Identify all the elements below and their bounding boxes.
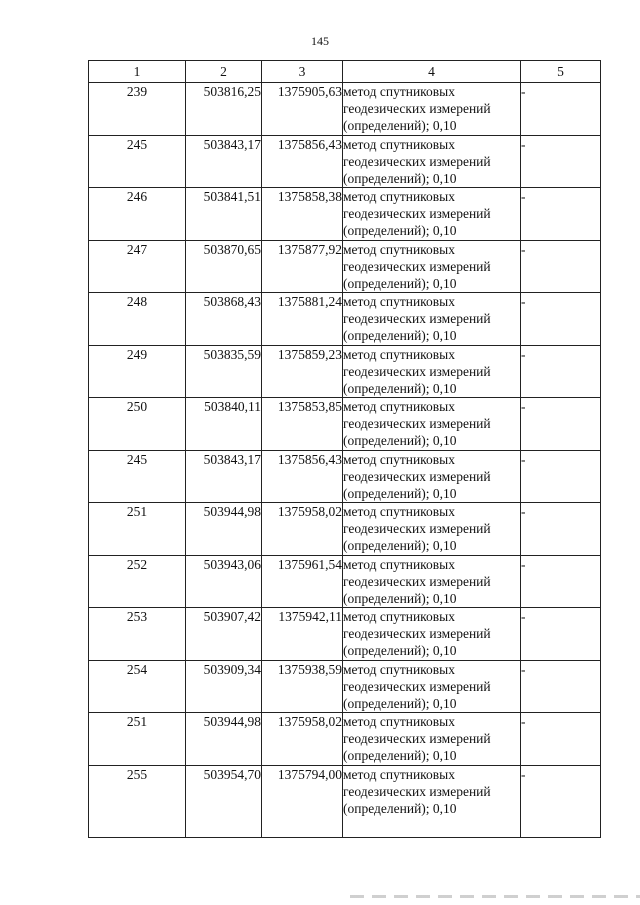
method-accuracy-cell: метод спутниковых геодезических измерений (определений); 0,10 (343, 660, 521, 713)
y-coordinate-cell: 1375881,24 (262, 293, 343, 346)
note-cell: - (521, 293, 601, 346)
y-coordinate-cell: 1375938,59 (262, 660, 343, 713)
point-number-cell: 255 (89, 765, 186, 837)
point-number-cell: 248 (89, 293, 186, 346)
x-coordinate-cell: 503816,25 (186, 83, 262, 136)
note-cell: - (521, 555, 601, 608)
page-number: 145 (311, 34, 329, 48)
x-coordinate-cell: 503843,17 (186, 135, 262, 188)
method-accuracy-cell: метод спутниковых геодезических измерений (определений); 0,10 (343, 503, 521, 556)
x-coordinate-cell: 503840,11 (186, 398, 262, 451)
method-accuracy-cell: метод спутниковых геодезических измерений (определений); 0,10 (343, 765, 521, 837)
scan-artifact (350, 895, 640, 898)
y-coordinate-cell: 1375856,43 (262, 450, 343, 503)
method-accuracy-cell: метод спутниковых геодезических измерений (определений); 0,10 (343, 555, 521, 608)
column-header-3: 3 (262, 61, 343, 83)
method-accuracy-cell: метод спутниковых геодезических измерений (определений); 0,10 (343, 345, 521, 398)
method-accuracy-cell: метод спутниковых геодезических измерений (определений); 0,10 (343, 450, 521, 503)
note-cell: - (521, 345, 601, 398)
coordinates-table (88, 60, 601, 838)
method-accuracy-cell: метод спутниковых геодезических измерений (определений); 0,10 (343, 293, 521, 346)
note-cell: - (521, 398, 601, 451)
table-row (89, 188, 601, 241)
point-number-cell: 239 (89, 83, 186, 136)
point-number-cell: 251 (89, 503, 186, 556)
y-coordinate-cell: 1375958,02 (262, 503, 343, 556)
method-accuracy-cell: метод спутниковых геодезических измерений (определений); 0,10 (343, 608, 521, 661)
column-header-5: 5 (521, 61, 601, 83)
method-accuracy-cell: метод спутниковых геодезических измерений (определений); 0,10 (343, 83, 521, 136)
x-coordinate-cell: 503843,17 (186, 450, 262, 503)
table-row (89, 345, 601, 398)
point-number-cell: 251 (89, 713, 186, 766)
point-number-cell: 249 (89, 345, 186, 398)
y-coordinate-cell: 1375859,23 (262, 345, 343, 398)
note-cell: - (521, 765, 601, 837)
point-number-cell: 254 (89, 660, 186, 713)
note-cell: - (521, 608, 601, 661)
table-row (89, 765, 601, 837)
table-row (89, 555, 601, 608)
table-row (89, 135, 601, 188)
x-coordinate-cell: 503944,98 (186, 503, 262, 556)
table-header-row (89, 61, 601, 83)
point-number-cell: 245 (89, 450, 186, 503)
x-coordinate-cell: 503943,06 (186, 555, 262, 608)
y-coordinate-cell: 1375942,11 (262, 608, 343, 661)
point-number-cell: 253 (89, 608, 186, 661)
note-cell: - (521, 450, 601, 503)
x-coordinate-cell: 503870,65 (186, 240, 262, 293)
note-cell: - (521, 713, 601, 766)
point-number-cell: 250 (89, 398, 186, 451)
table-row (89, 503, 601, 556)
x-coordinate-cell: 503944,98 (186, 713, 262, 766)
table-row (89, 398, 601, 451)
table-row (89, 713, 601, 766)
note-cell: - (521, 188, 601, 241)
y-coordinate-cell: 1375905,63 (262, 83, 343, 136)
y-coordinate-cell: 1375961,54 (262, 555, 343, 608)
point-number-cell: 246 (89, 188, 186, 241)
x-coordinate-cell: 503868,43 (186, 293, 262, 346)
note-cell: - (521, 660, 601, 713)
method-accuracy-cell: метод спутниковых геодезических измерений (определений); 0,10 (343, 713, 521, 766)
note-cell: - (521, 83, 601, 136)
point-number-cell: 252 (89, 555, 186, 608)
x-coordinate-cell: 503907,42 (186, 608, 262, 661)
y-coordinate-cell: 1375856,43 (262, 135, 343, 188)
x-coordinate-cell: 503954,70 (186, 765, 262, 837)
table-row (89, 608, 601, 661)
y-coordinate-cell: 1375794,00 (262, 765, 343, 837)
x-coordinate-cell: 503909,34 (186, 660, 262, 713)
note-cell: - (521, 135, 601, 188)
method-accuracy-cell: метод спутниковых геодезических измерений (определений); 0,10 (343, 135, 521, 188)
point-number-cell: 247 (89, 240, 186, 293)
y-coordinate-cell: 1375877,92 (262, 240, 343, 293)
table-row (89, 83, 601, 136)
table-row (89, 293, 601, 346)
y-coordinate-cell: 1375858,38 (262, 188, 343, 241)
note-cell: - (521, 503, 601, 556)
table-body (89, 83, 601, 838)
method-accuracy-cell: метод спутниковых геодезических измерений (определений); 0,10 (343, 240, 521, 293)
method-accuracy-cell: метод спутниковых геодезических измерений (определений); 0,10 (343, 398, 521, 451)
table-row (89, 240, 601, 293)
x-coordinate-cell: 503841,51 (186, 188, 262, 241)
y-coordinate-cell: 1375853,85 (262, 398, 343, 451)
table-row (89, 450, 601, 503)
x-coordinate-cell: 503835,59 (186, 345, 262, 398)
note-cell: - (521, 240, 601, 293)
column-header-1: 1 (89, 61, 186, 83)
column-header-2: 2 (186, 61, 262, 83)
y-coordinate-cell: 1375958,02 (262, 713, 343, 766)
point-number-cell: 245 (89, 135, 186, 188)
method-accuracy-cell: метод спутниковых геодезических измерений (определений); 0,10 (343, 188, 521, 241)
table-row (89, 660, 601, 713)
column-header-4: 4 (343, 61, 521, 83)
